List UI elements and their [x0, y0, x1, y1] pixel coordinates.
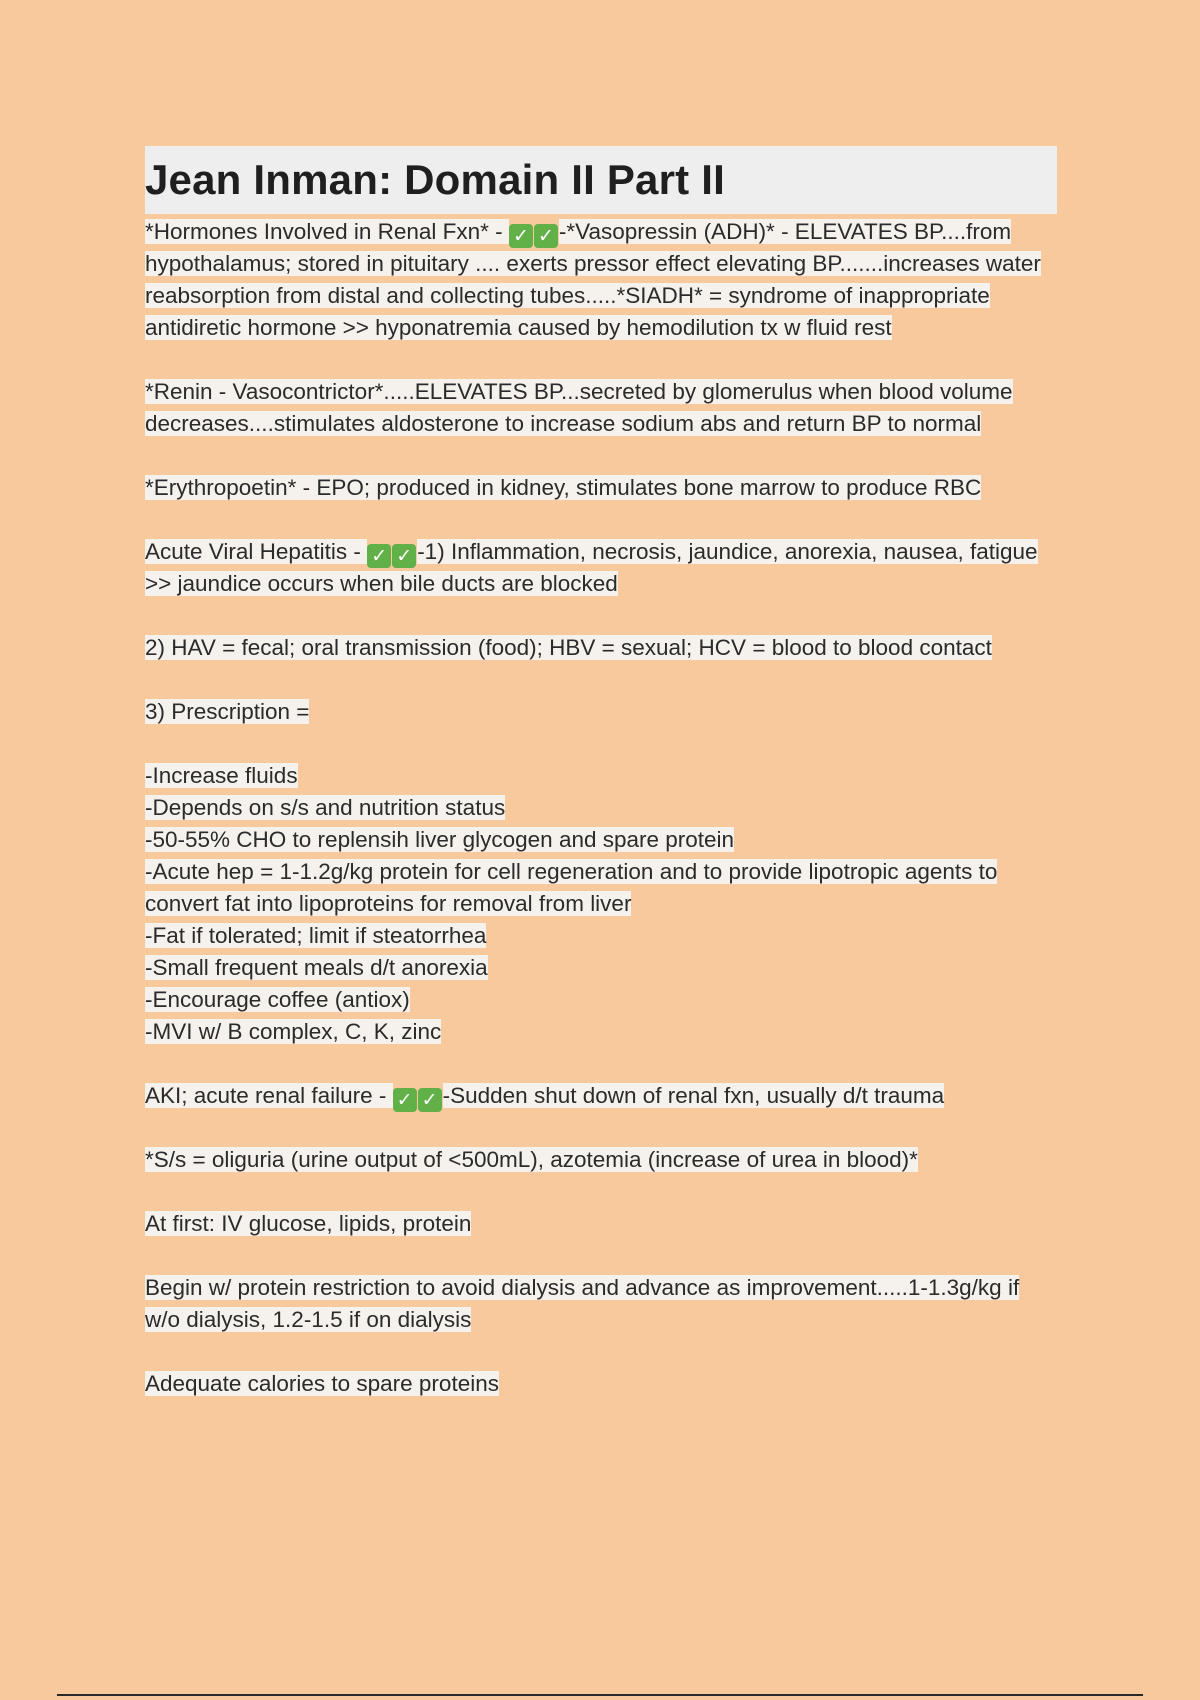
check-mark-icon: ✓ — [534, 224, 558, 248]
hepatitis-card — [145, 536, 1057, 600]
prescription-list — [145, 760, 1057, 1048]
aki-card — [145, 1080, 1057, 1112]
aki-term: AKI; acute renal failure - — [145, 1083, 393, 1108]
list-item: -Increase fluids — [145, 763, 298, 788]
epo-paragraph — [145, 472, 1057, 504]
list-item: -Small frequent meals d/t anorexia — [145, 955, 488, 980]
list-item: -MVI w/ B complex, C, K, zinc — [145, 1019, 442, 1044]
renin-text: *Renin - Vasocontrictor*.....ELEVATES BP...secreted by glomerulus when blood volume decreases....stimulates aldosterone to increase sodium abs and return BP to normal — [145, 379, 1013, 436]
aki-at-first: At first: IV glucose, lipids, protein — [145, 1211, 472, 1236]
aki-protein-paragraph — [145, 1272, 1057, 1336]
renin-paragraph — [145, 376, 1057, 440]
footer-divider — [57, 1694, 1143, 1696]
document-body — [145, 216, 1057, 1400]
renal-hormones-card — [145, 216, 1057, 344]
renal-hormones-term: *Hormones Involved in Renal Fxn* - — [145, 219, 509, 244]
check-mark-icon: ✓ — [367, 544, 391, 568]
check-mark-icon: ✓ — [393, 1088, 417, 1112]
list-item: -Depends on s/s and nutrition status — [145, 795, 506, 820]
list-item: -Acute hep = 1-1.2g/kg protein for cell regeneration and to provide lipotropic agents to convert fat into lipoproteins for removal from liver — [145, 859, 998, 916]
epo-text: *Erythropoetin* - EPO; produced in kidney, stimulates bone marrow to produce RBC — [145, 475, 982, 500]
page-title: Jean Inman: Domain II Part II — [145, 156, 725, 203]
list-item: -Encourage coffee (antiox) — [145, 987, 410, 1012]
aki-calories-paragraph — [145, 1368, 1057, 1400]
check-mark-icon: ✓ — [509, 224, 533, 248]
transmission-text: 2) HAV = fecal; oral transmission (food); HBV = sexual; HCV = blood to blood contact — [145, 635, 992, 660]
list-item: -Fat if tolerated; limit if steatorrhea — [145, 923, 487, 948]
aki-at-first-paragraph — [145, 1208, 1057, 1240]
aki-protein: Begin w/ protein restriction to avoid dialysis and advance as improvement.....1-1.3g/kg if w/o dialysis, 1.2-1.5 if on dialysis — [145, 1275, 1020, 1332]
transmission-paragraph — [145, 632, 1057, 664]
check-mark-icon: ✓ — [418, 1088, 442, 1112]
document-content — [145, 146, 1057, 1400]
aki-calories: Adequate calories to spare proteins — [145, 1371, 499, 1396]
aki-symptoms: *S/s = oliguria (urine output of <500mL), azotemia (increase of urea in blood)* — [145, 1147, 918, 1172]
prescription-heading-paragraph — [145, 696, 1057, 728]
aki-symptoms-paragraph — [145, 1144, 1057, 1176]
list-item: -50-55% CHO to replensih liver glycogen and spare protein — [145, 827, 735, 852]
title-bar — [145, 146, 1057, 214]
check-mark-icon: ✓ — [392, 544, 416, 568]
hepatitis-term: Acute Viral Hepatitis - — [145, 539, 368, 564]
aki-answer: -Sudden shut down of renal fxn, usually d/t trauma — [442, 1083, 945, 1108]
prescription-heading: 3) Prescription = — [145, 699, 310, 724]
hepatitis-answer: -1) Inflammation, necrosis, jaundice, anorexia, nausea, fatigue >> jaundice occurs when bile ducts are blocked — [145, 539, 1038, 596]
renal-hormones-answer: -*Vasopressin (ADH)* - ELEVATES BP....from hypothalamus; stored in pituitary .... exerts pressor effect elevating BP.......increases water reabsorption from distal and collecting tubes.....*SIADH* = syndrome of inappropriate antidiretic hormone >> hyponatremia caused by hemodilution tx w fluid rest — [145, 219, 1041, 340]
